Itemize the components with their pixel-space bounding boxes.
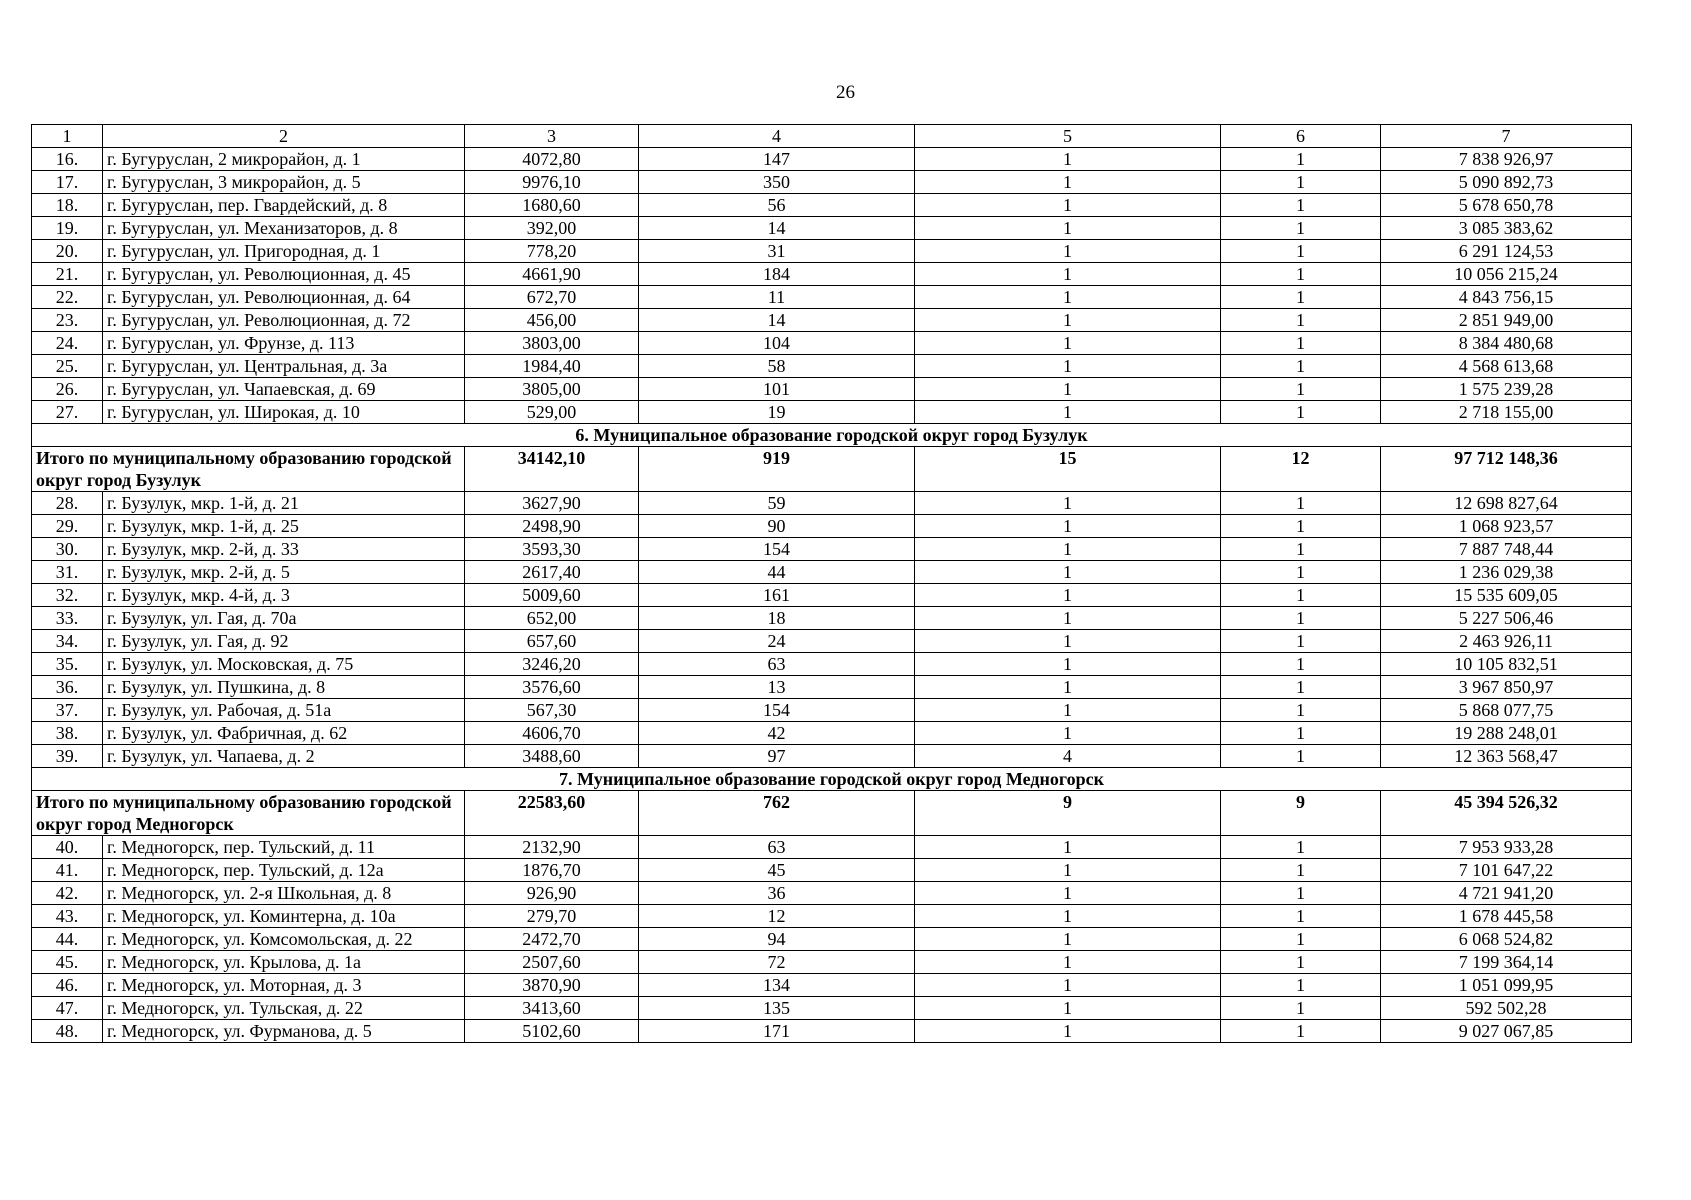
value-cell: 2 718 155,00 [1381,401,1632,424]
address-cell: г. Бузулук, мкр. 2-й, д. 33 [103,538,465,561]
address-cell: г. Медногорск, пер. Тульский, д. 12а [103,859,465,882]
value-cell: 2498,90 [465,515,639,538]
section-title: 6. Муниципальное образование городской округ город Бузулук [32,424,1632,447]
row-number-cell: 21. [32,263,103,286]
value-cell: 1 [915,332,1221,355]
table-row [32,240,1632,263]
address-cell: г. Бузулук, мкр. 2-й, д. 5 [103,561,465,584]
value-cell: 1 575 239,28 [1381,378,1632,401]
value-cell: 6 291 124,53 [1381,240,1632,263]
row-number-cell: 34. [32,630,103,653]
address-cell: г. Бугуруслан, пер. Гвардейский, д. 8 [103,194,465,217]
table-row [32,561,1632,584]
address-cell: г. Медногорск, ул. 2-я Школьная, д. 8 [103,882,465,905]
table-row [32,194,1632,217]
value-cell: 1 [1221,584,1381,607]
value-cell: 456,00 [465,309,639,332]
total-cell: 762 [639,791,915,836]
total-cell: 45 394 526,32 [1381,791,1632,836]
value-cell: 63 [639,653,915,676]
table-row [32,905,1632,928]
value-cell: 4661,90 [465,263,639,286]
address-cell: г. Бугуруслан, ул. Фрунзе, д. 113 [103,332,465,355]
address-cell: г. Бугуруслан, 3 микрорайон, д. 5 [103,171,465,194]
value-cell: 1 [1221,217,1381,240]
address-cell: г. Бузулук, ул. Чапаева, д. 2 [103,745,465,768]
row-number-cell: 46. [32,974,103,997]
value-cell: 1 [1221,515,1381,538]
value-cell: 1 [915,882,1221,905]
value-cell: 567,30 [465,699,639,722]
table-row [32,286,1632,309]
header-cell: 1 [32,125,103,148]
row-number-cell: 26. [32,378,103,401]
header-cell: 5 [915,125,1221,148]
value-cell: 1 051 099,95 [1381,974,1632,997]
value-cell: 1 [1221,401,1381,424]
row-number-cell: 32. [32,584,103,607]
value-cell: 1 [1221,905,1381,928]
value-cell: 1 [915,951,1221,974]
address-cell: г. Медногорск, ул. Коминтерна, д. 10а [103,905,465,928]
table-row [32,653,1632,676]
table-row [32,607,1632,630]
row-number-cell: 36. [32,676,103,699]
value-cell: 1 [1221,286,1381,309]
header-cell: 7 [1381,125,1632,148]
value-cell: 13 [639,676,915,699]
value-cell: 1 [1221,332,1381,355]
value-cell: 1 [1221,148,1381,171]
address-cell: г. Бугуруслан, 2 микрорайон, д. 1 [103,148,465,171]
value-cell: 101 [639,378,915,401]
value-cell: 1 [1221,745,1381,768]
total-cell: 919 [639,447,915,492]
value-cell: 3576,60 [465,676,639,699]
value-cell: 3246,20 [465,653,639,676]
value-cell: 9976,10 [465,171,639,194]
table-row [32,148,1632,171]
value-cell: 1 [1221,355,1381,378]
value-cell: 135 [639,997,915,1020]
value-cell: 657,60 [465,630,639,653]
value-cell: 12 [639,905,915,928]
header-cell: 2 [103,125,465,148]
row-number-cell: 22. [32,286,103,309]
value-cell: 1 [915,492,1221,515]
table-row [32,538,1632,561]
address-cell: г. Медногорск, ул. Моторная, д. 3 [103,974,465,997]
value-cell: 652,00 [465,607,639,630]
value-cell: 1 [1221,928,1381,951]
page-number: 26 [836,82,855,103]
value-cell: 529,00 [465,401,639,424]
value-cell: 104 [639,332,915,355]
value-cell: 1 [1221,378,1381,401]
total-cell: 9 [915,791,1221,836]
table-row [32,378,1632,401]
address-cell: г. Бугуруслан, ул. Революционная, д. 72 [103,309,465,332]
value-cell: 2132,90 [465,836,639,859]
row-number-cell: 29. [32,515,103,538]
value-cell: 36 [639,882,915,905]
value-cell: 1984,40 [465,355,639,378]
value-cell: 1 [915,630,1221,653]
value-cell: 10 105 832,51 [1381,653,1632,676]
value-cell: 14 [639,309,915,332]
value-cell: 1 [915,171,1221,194]
value-cell: 1680,60 [465,194,639,217]
value-cell: 1 [915,836,1221,859]
section-title: 7. Муниципальное образование городской округ город Медногорск [32,768,1632,791]
value-cell: 3 967 850,97 [1381,676,1632,699]
table-row [32,309,1632,332]
value-cell: 3413,60 [465,997,639,1020]
address-cell: г. Бугуруслан, ул. Революционная, д. 64 [103,286,465,309]
address-cell: г. Медногорск, ул. Крылова, д. 1а [103,951,465,974]
value-cell: 7 953 933,28 [1381,836,1632,859]
total-label: Итого по муниципальному образованию городской округ город Медногорск [32,791,465,836]
address-cell: г. Бузулук, ул. Рабочая, д. 51а [103,699,465,722]
value-cell: 1 [915,194,1221,217]
value-cell: 1 [915,722,1221,745]
address-cell: г. Бугуруслан, ул. Пригородная, д. 1 [103,240,465,263]
value-cell: 1 [915,309,1221,332]
value-cell: 58 [639,355,915,378]
address-cell: г. Медногорск, ул. Тульская, д. 22 [103,997,465,1020]
total-cell: 9 [1221,791,1381,836]
value-cell: 1 [1221,1020,1381,1043]
table-row [32,630,1632,653]
value-cell: 392,00 [465,217,639,240]
address-cell: г. Бузулук, мкр. 4-й, д. 3 [103,584,465,607]
value-cell: 161 [639,584,915,607]
value-cell: 3803,00 [465,332,639,355]
row-number-cell: 37. [32,699,103,722]
value-cell: 2 463 926,11 [1381,630,1632,653]
table-row [32,263,1632,286]
value-cell: 2472,70 [465,928,639,951]
value-cell: 5 678 650,78 [1381,194,1632,217]
address-cell: г. Медногорск, ул. Фурманова, д. 5 [103,1020,465,1043]
row-number-cell: 43. [32,905,103,928]
row-number-cell: 45. [32,951,103,974]
value-cell: 1 [1221,607,1381,630]
address-cell: г. Бузулук, ул. Московская, д. 75 [103,653,465,676]
row-number-cell: 30. [32,538,103,561]
value-cell: 1 [915,859,1221,882]
value-cell: 672,70 [465,286,639,309]
table-row [32,1020,1632,1043]
value-cell: 5 868 077,75 [1381,699,1632,722]
value-cell: 1 [915,538,1221,561]
total-cell: 34142,10 [465,447,639,492]
table-row [32,355,1632,378]
value-cell: 1 [1221,974,1381,997]
value-cell: 8 384 480,68 [1381,332,1632,355]
value-cell: 1876,70 [465,859,639,882]
value-cell: 1 [1221,194,1381,217]
address-cell: г. Бугуруслан, ул. Революционная, д. 45 [103,263,465,286]
address-cell: г. Медногорск, пер. Тульский, д. 11 [103,836,465,859]
table-row [32,745,1632,768]
value-cell: 19 [639,401,915,424]
total-cell: 15 [915,447,1221,492]
value-cell: 171 [639,1020,915,1043]
value-cell: 1 068 923,57 [1381,515,1632,538]
value-cell: 1 [915,401,1221,424]
value-cell: 3593,30 [465,538,639,561]
row-number-cell: 38. [32,722,103,745]
table-row [32,515,1632,538]
row-number-cell: 24. [32,332,103,355]
row-number-cell: 20. [32,240,103,263]
value-cell: 44 [639,561,915,584]
value-cell: 7 838 926,97 [1381,148,1632,171]
value-cell: 1 678 445,58 [1381,905,1632,928]
value-cell: 1 [915,607,1221,630]
value-cell: 3488,60 [465,745,639,768]
table-row [32,859,1632,882]
value-cell: 1 [915,1020,1221,1043]
value-cell: 2507,60 [465,951,639,974]
value-cell: 1 [915,286,1221,309]
value-cell: 1 [1221,699,1381,722]
value-cell: 3870,90 [465,974,639,997]
value-cell: 7 887 748,44 [1381,538,1632,561]
header-cell: 6 [1221,125,1381,148]
table-row [32,217,1632,240]
row-number-cell: 40. [32,836,103,859]
value-cell: 4606,70 [465,722,639,745]
value-cell: 10 056 215,24 [1381,263,1632,286]
address-cell: г. Медногорск, ул. Комсомольская, д. 22 [103,928,465,951]
row-number-cell: 35. [32,653,103,676]
row-number-cell: 18. [32,194,103,217]
value-cell: 1 [1221,240,1381,263]
address-cell: г. Бузулук, мкр. 1-й, д. 21 [103,492,465,515]
value-cell: 1 [915,653,1221,676]
total-cell: 97 712 148,36 [1381,447,1632,492]
value-cell: 90 [639,515,915,538]
register-table [31,124,1632,1043]
total-cell: 12 [1221,447,1381,492]
value-cell: 1 [1221,836,1381,859]
value-cell: 1 [915,378,1221,401]
value-cell: 4 721 941,20 [1381,882,1632,905]
value-cell: 1 [1221,171,1381,194]
value-cell: 42 [639,722,915,745]
value-cell: 4 568 613,68 [1381,355,1632,378]
value-cell: 4072,80 [465,148,639,171]
table-row [32,928,1632,951]
value-cell: 5 227 506,46 [1381,607,1632,630]
table-row [32,699,1632,722]
address-cell: г. Бузулук, мкр. 1-й, д. 25 [103,515,465,538]
value-cell: 1 [915,263,1221,286]
value-cell: 2617,40 [465,561,639,584]
value-cell: 5 090 892,73 [1381,171,1632,194]
value-cell: 1 [915,515,1221,538]
address-cell: г. Бугуруслан, ул. Чапаевская, д. 69 [103,378,465,401]
value-cell: 15 535 609,05 [1381,584,1632,607]
value-cell: 154 [639,699,915,722]
value-cell: 1 236 029,38 [1381,561,1632,584]
table-row [32,676,1632,699]
section-header-row [32,768,1632,791]
value-cell: 1 [915,676,1221,699]
value-cell: 1 [915,148,1221,171]
row-number-cell: 39. [32,745,103,768]
value-cell: 7 199 364,14 [1381,951,1632,974]
value-cell: 72 [639,951,915,974]
address-cell: г. Бугуруслан, ул. Механизаторов, д. 8 [103,217,465,240]
value-cell: 1 [915,997,1221,1020]
value-cell: 154 [639,538,915,561]
value-cell: 1 [1221,951,1381,974]
total-label: Итого по муниципальному образованию городской округ город Бузулук [32,447,465,492]
table-row [32,332,1632,355]
value-cell: 1 [1221,492,1381,515]
address-cell: г. Бугуруслан, ул. Широкая, д. 10 [103,401,465,424]
value-cell: 1 [1221,882,1381,905]
value-cell: 1 [915,217,1221,240]
value-cell: 279,70 [465,905,639,928]
value-cell: 1 [1221,653,1381,676]
value-cell: 45 [639,859,915,882]
row-number-cell: 17. [32,171,103,194]
table-row [32,722,1632,745]
table-row [32,997,1632,1020]
address-cell: г. Бугуруслан, ул. Центральная, д. 3а [103,355,465,378]
address-cell: г. Бузулук, ул. Фабричная, д. 62 [103,722,465,745]
value-cell: 1 [1221,722,1381,745]
table-row [32,584,1632,607]
value-cell: 1 [1221,263,1381,286]
value-cell: 1 [915,699,1221,722]
address-cell: г. Бузулук, ул. Гая, д. 70а [103,607,465,630]
row-number-cell: 47. [32,997,103,1020]
table-row [32,171,1632,194]
value-cell: 1 [1221,997,1381,1020]
value-cell: 9 027 067,85 [1381,1020,1632,1043]
value-cell: 1 [915,240,1221,263]
value-cell: 184 [639,263,915,286]
value-cell: 1 [915,561,1221,584]
value-cell: 31 [639,240,915,263]
value-cell: 59 [639,492,915,515]
table-row [32,492,1632,515]
row-number-cell: 25. [32,355,103,378]
value-cell: 1 [1221,630,1381,653]
header-cell: 4 [639,125,915,148]
section-header-row [32,424,1632,447]
value-cell: 1 [915,584,1221,607]
value-cell: 63 [639,836,915,859]
table-row [32,836,1632,859]
value-cell: 7 101 647,22 [1381,859,1632,882]
value-cell: 2 851 949,00 [1381,309,1632,332]
value-cell: 5009,60 [465,584,639,607]
row-number-cell: 33. [32,607,103,630]
row-number-cell: 31. [32,561,103,584]
header-cell: 3 [465,125,639,148]
header-row [32,125,1632,148]
value-cell: 1 [1221,561,1381,584]
value-cell: 12 698 827,64 [1381,492,1632,515]
row-number-cell: 23. [32,309,103,332]
value-cell: 24 [639,630,915,653]
value-cell: 147 [639,148,915,171]
value-cell: 1 [915,355,1221,378]
row-number-cell: 28. [32,492,103,515]
value-cell: 11 [639,286,915,309]
value-cell: 134 [639,974,915,997]
table-row [32,401,1632,424]
row-number-cell: 27. [32,401,103,424]
row-number-cell: 44. [32,928,103,951]
value-cell: 56 [639,194,915,217]
value-cell: 94 [639,928,915,951]
row-number-cell: 16. [32,148,103,171]
value-cell: 592 502,28 [1381,997,1632,1020]
row-number-cell: 48. [32,1020,103,1043]
value-cell: 4 [915,745,1221,768]
total-row [32,447,1632,492]
value-cell: 926,90 [465,882,639,905]
value-cell: 4 843 756,15 [1381,286,1632,309]
value-cell: 1 [1221,676,1381,699]
value-cell: 3627,90 [465,492,639,515]
value-cell: 6 068 524,82 [1381,928,1632,951]
value-cell: 19 288 248,01 [1381,722,1632,745]
row-number-cell: 42. [32,882,103,905]
total-row [32,791,1632,836]
row-number-cell: 19. [32,217,103,240]
address-cell: г. Бузулук, ул. Гая, д. 92 [103,630,465,653]
table-body [32,125,1632,1043]
value-cell: 3805,00 [465,378,639,401]
value-cell: 778,20 [465,240,639,263]
address-cell: г. Бузулук, ул. Пушкина, д. 8 [103,676,465,699]
value-cell: 14 [639,217,915,240]
value-cell: 350 [639,171,915,194]
total-cell: 22583,60 [465,791,639,836]
value-cell: 1 [915,928,1221,951]
value-cell: 12 363 568,47 [1381,745,1632,768]
row-number-cell: 41. [32,859,103,882]
value-cell: 5102,60 [465,1020,639,1043]
value-cell: 1 [1221,309,1381,332]
table-row [32,951,1632,974]
value-cell: 1 [915,974,1221,997]
value-cell: 1 [915,905,1221,928]
value-cell: 3 085 383,62 [1381,217,1632,240]
value-cell: 1 [1221,859,1381,882]
table-row [32,974,1632,997]
table-row [32,882,1632,905]
value-cell: 18 [639,607,915,630]
value-cell: 97 [639,745,915,768]
value-cell: 1 [1221,538,1381,561]
